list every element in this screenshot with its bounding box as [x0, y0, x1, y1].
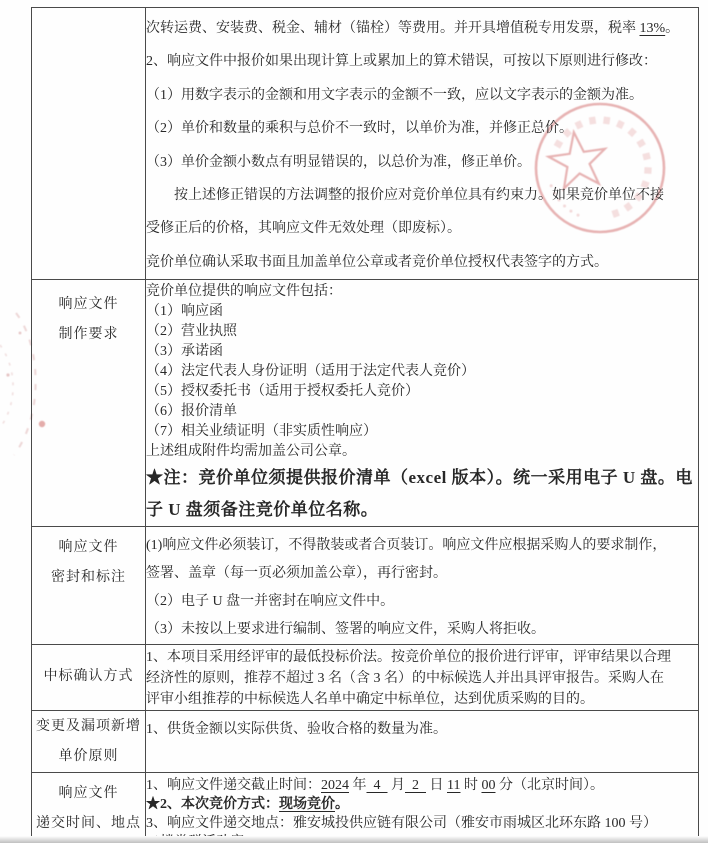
row-label-line: 单价原则 [58, 749, 119, 765]
text-line: 竞价单位确认采取书面且加盖单位公章或者竞价单位授权代表签字的方式。 [146, 254, 608, 270]
row-label-line: 响应文件 [58, 540, 119, 556]
text-line: （1）用数字表示的金额和用文字表示的金额不一致，应以文字表示的金额为准。 [146, 87, 643, 103]
text-line: 次转运费、安装费、税金、辅材（锚栓）等费用。并开具增值税专用发票，税率 13%。 [146, 21, 680, 36]
text-line: 受修正后的价格，其响应文件无效处理（即废标）。 [146, 221, 461, 237]
text-line: 评审小组推荐的中标候选人名单中确定中标单位，达到优质采购的目的。 [146, 692, 594, 708]
table-row [32, 773, 699, 843]
table-row [32, 527, 699, 645]
table-row [32, 280, 699, 527]
text-line: （2）电子 U 盘一并密封在响应文件中。 [146, 594, 395, 610]
text-line: 签署、盖章（每一页必须加盖公章），再行密封。 [146, 566, 447, 582]
row-label-cell [32, 527, 146, 645]
text-line: 竞价单位提供的响应文件包括： [146, 284, 342, 300]
row-label-cell [32, 773, 146, 843]
text-line: 3、响应文件递交地点：雅安城投供应链有限公司（雅安市雨城区北环东路 100 号） [146, 815, 657, 831]
text-line: 1、供货金额以实际供货、验收合格的数量为准。 [146, 722, 447, 738]
procurement-terms-table [31, 7, 699, 843]
row-content-cell [146, 8, 699, 280]
row-label-line: 中标确认方式 [43, 669, 134, 685]
row-label-line: 递交时间、地点 [36, 816, 141, 832]
row-label-cell [32, 711, 146, 773]
row-label-line: 制作要求 [58, 327, 119, 343]
text-line: （3）承诺函 [146, 344, 223, 360]
text-line: （6）报价清单 [146, 404, 237, 420]
row-label-line: 响应文件 [58, 786, 119, 802]
text-line: 经济性的原则，推荐不超过 3 名（含 3 名）的中标候选人并出具评审报告。采购人在 [146, 671, 664, 687]
row-label-line: 变更及漏项新增 [36, 719, 141, 735]
text-line: （3）未按以上要求进行编制、签署的响应文件，采购人将拒收。 [146, 622, 545, 638]
table-row [32, 8, 699, 280]
text-line: （2）营业执照 [146, 324, 237, 340]
text-line: 1、响应文件递交截止时间：2024 年 4 月 2 日 11 时 00 分（北京时间）。 [146, 777, 604, 793]
table-row [32, 711, 699, 773]
text-line: （4）法定代表人身份证明（适用于法定代表人竞价） [146, 364, 475, 380]
scan-edge-shadow [0, 836, 708, 843]
row-label-line: 密封和标注 [51, 570, 126, 586]
row-label-cell [32, 8, 146, 280]
row-content-cell [146, 645, 699, 711]
table-row [32, 645, 699, 711]
row-content-cell [146, 773, 699, 843]
row-label-cell [32, 645, 146, 711]
text-line: ★2、本次竞价方式：现场竞价。 [146, 796, 349, 812]
text-line: （5）授权委托书（适用于授权委托人竞价） [146, 384, 419, 400]
row-content-cell [146, 280, 699, 527]
text-line: 2、响应文件中报价如果出现计算上或累加上的算术错误，可按以下原则进行修改： [146, 54, 657, 70]
text-line: （2）单价和数量的乘积与总价不一致时，以单价为准，并修正总价。 [146, 121, 573, 137]
text-line: ★注：竞价单位须提供报价清单（excel 版本）。统一采用电子 U 盘。电 [146, 468, 693, 488]
text-line: （3）单价金额小数点有明显错误的，以总价为准，修正单价。 [146, 154, 531, 170]
row-content-cell [146, 711, 699, 773]
row-label-cell [32, 280, 146, 527]
row-label-line: 响应文件 [58, 297, 119, 313]
text-line: 1、本项目采用经评审的最低投标价法。按竞价单位的报价进行评审，评审结果以合理 [146, 650, 671, 666]
row-content-cell [146, 527, 699, 645]
text-line: (1)响应文件必须装订，不得散装或者合页装订。响应文件应根据采购人的要求制作， [146, 538, 667, 554]
text-line: 按上述修正错误的方法调整的报价应对竞价单位具有约束力。如果竞价单位不接 [146, 188, 664, 204]
text-line: 子 U 盘须备注竞价单位名称。 [146, 500, 379, 520]
text-line: （1）响应函 [146, 304, 223, 320]
text-line: （7）相关业绩证明（非实质性响应） [146, 424, 377, 440]
text-line: 上述组成附件均需加盖公司公章。 [146, 444, 356, 460]
